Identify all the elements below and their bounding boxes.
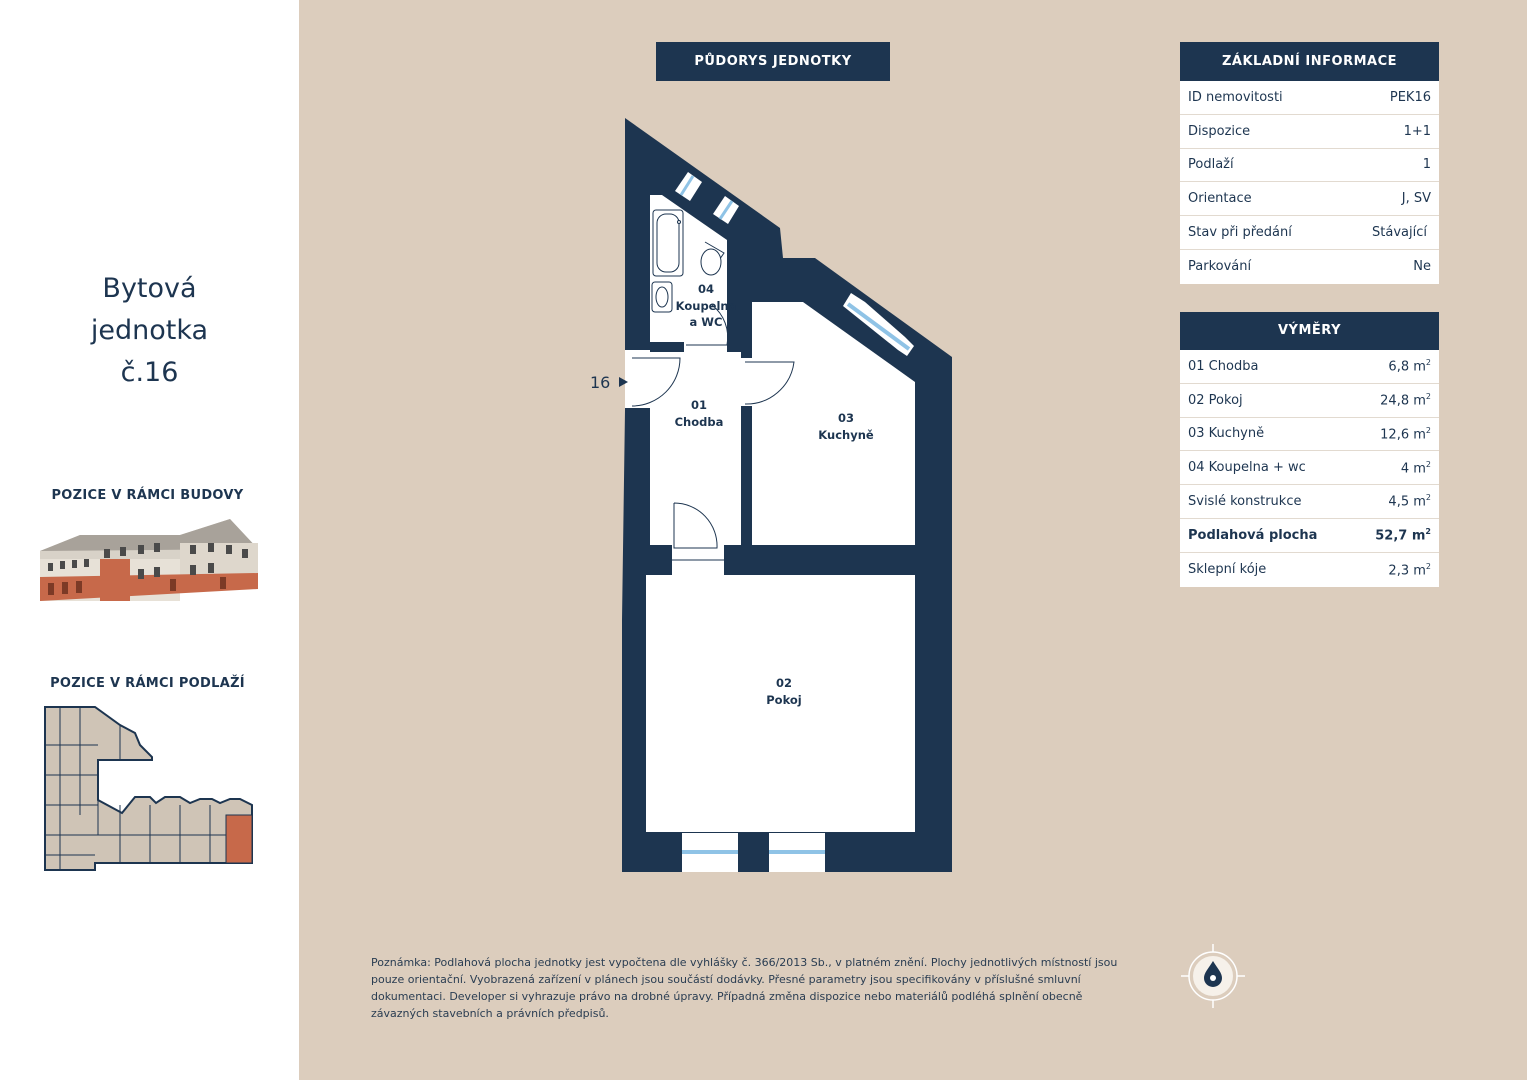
- area-row: [1180, 418, 1439, 452]
- area-row: [1180, 350, 1439, 384]
- area-label: 02 Pokoj: [1188, 392, 1243, 408]
- area-label: 04 Koupelna + wc: [1188, 460, 1306, 476]
- area-value: 4 $m^2$: [1400, 459, 1431, 476]
- area-label: 01 Chodba: [1188, 358, 1259, 374]
- room-04-name: Koupelna: [675, 299, 737, 313]
- info-value: Stávající: [1372, 225, 1427, 241]
- info-row: [1180, 250, 1439, 284]
- area-value: 24,8 $m^2$: [1380, 392, 1431, 409]
- info-label: Stav při předání: [1188, 225, 1292, 241]
- area-label: 03 Kuchyně: [1188, 426, 1265, 442]
- info-value: PEK16: [1389, 89, 1431, 105]
- info-value: 1: [1422, 157, 1431, 173]
- room-01-name: Chodba: [674, 415, 724, 429]
- unit-floor-plan: [580, 110, 980, 890]
- info-label: ID nemovitosti: [1188, 89, 1283, 105]
- floor-position-map: [40, 705, 258, 873]
- room-02-number: 02: [775, 676, 793, 690]
- area-row: [1180, 553, 1439, 587]
- area-value: 2,3 $m^2$: [1388, 561, 1431, 578]
- area-value: 4,5 $m^2$: [1388, 493, 1431, 510]
- unit-entrance-number: 16: [590, 373, 611, 392]
- basic-info-title: ZÁKLADNÍ INFORMACE: [1180, 42, 1439, 81]
- room-03-name: Kuchyně: [818, 428, 874, 442]
- room-03-number: 03: [837, 411, 855, 425]
- info-value: 1+1: [1403, 123, 1431, 139]
- area-value: 12,6 $m^2$: [1380, 425, 1431, 443]
- info-label: Parkování: [1188, 259, 1252, 275]
- info-row: [1180, 115, 1439, 149]
- area-label: Sklepní kóje: [1188, 562, 1267, 578]
- room-01-number: 01: [690, 398, 708, 412]
- unit-title-line-2: jednotka: [90, 315, 209, 346]
- room-01-corridor: [650, 352, 741, 545]
- area-value: 52,7 $m^2$: [1375, 527, 1431, 544]
- disclaimer-note: Poznámka: Podlahová plocha jednotky jest vypočtena dle vyhlášky č. 366/2013 Sb., v platném znění. Plochy jednotlivých místností jsou pouze orientační. Vyobrazená zařízení v plánech jsou součástí dodávky. Přesné parametry jsou specifikovány v příslušné smluvní dokumentaci. Developer si vyhrazuje právo na drobné úpravy. Případná změna dispozice nebo materiálů podléhá splnění obecně závazných stavebních a právních předpisů.: [371, 956, 1118, 1020]
- area-row: [1180, 451, 1439, 485]
- info-row: [1180, 182, 1439, 216]
- floor-position-heading: POZICE V RÁMCI PODLAŽÍ: [50, 676, 245, 691]
- sidebar: [0, 0, 299, 1080]
- area-label: Svislé konstrukce: [1188, 494, 1302, 510]
- room-04-number: 04: [697, 282, 715, 296]
- info-label: Dispozice: [1188, 123, 1251, 139]
- area-row: [1180, 485, 1439, 519]
- areas-table: [1180, 350, 1439, 587]
- info-row: [1180, 81, 1439, 115]
- basic-info-table: [1180, 81, 1439, 284]
- info-value: Ne: [1413, 259, 1431, 275]
- info-label: Podlaží: [1188, 157, 1234, 173]
- info-row: [1180, 149, 1439, 183]
- area-row-total: [1180, 519, 1439, 553]
- area-row: [1180, 384, 1439, 418]
- room-02-name: Pokoj: [766, 693, 802, 707]
- info-row: [1180, 216, 1439, 250]
- info-value: J, SV: [1401, 191, 1431, 207]
- areas-title: VÝMĚRY: [1180, 312, 1439, 350]
- compass-icon: [1180, 943, 1246, 1009]
- unit-title-line-1: Bytová: [102, 273, 197, 304]
- building-position-heading: POZICE V RÁMCI BUDOVY: [51, 488, 244, 503]
- area-label: Podlahová plocha: [1188, 527, 1318, 543]
- unit-title: [0, 268, 299, 394]
- info-label: Orientace: [1188, 191, 1252, 207]
- floor-plan-title: PŮDORYS JEDNOTKY: [656, 42, 890, 81]
- area-value: 6,8 $m^2$: [1388, 358, 1431, 375]
- room-04-name-line2: a WC: [689, 315, 723, 329]
- building-illustration: [40, 515, 258, 605]
- unit-title-line-3: č.16: [120, 357, 179, 388]
